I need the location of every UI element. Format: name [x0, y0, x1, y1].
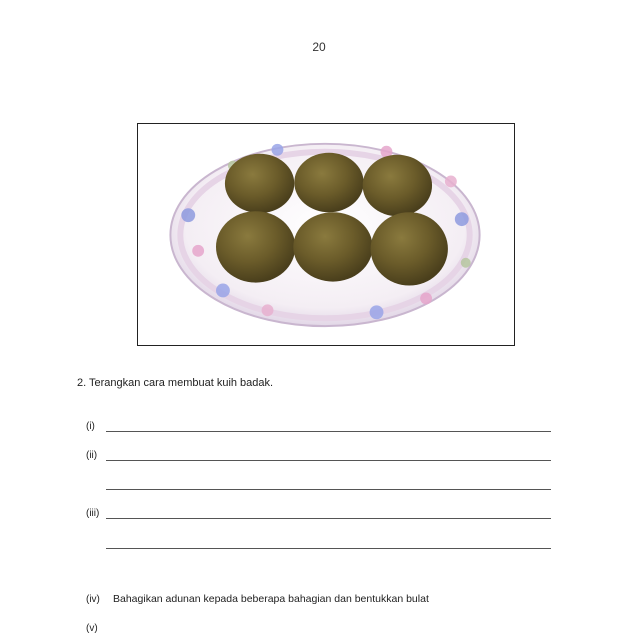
answer-text: Bahagikan adunan kepada beberapa bahagian dan bentukkan bulat — [113, 593, 429, 605]
answer-label: (v) — [86, 623, 98, 634]
kuih-badak — [216, 211, 295, 282]
kuih-badak — [293, 212, 372, 281]
answer-row-ii — [86, 445, 551, 461]
answer-label: (i) — [86, 421, 95, 432]
answer-row-iv — [86, 589, 551, 605]
kuih-badak — [371, 212, 448, 285]
answer-line[interactable] — [106, 548, 551, 549]
kuih-badak — [225, 154, 294, 213]
answer-line[interactable] — [106, 431, 551, 432]
kuih-badak — [363, 155, 432, 216]
answer-row-ii-continued — [86, 474, 551, 490]
answer-label: (iii) — [86, 508, 100, 519]
answer-line[interactable] — [106, 518, 551, 519]
answer-label: (iv) — [86, 594, 100, 605]
answer-row-iii-continued — [86, 533, 551, 549]
answer-row-i — [86, 416, 551, 432]
kuih-badak-photo — [137, 123, 515, 346]
answer-line[interactable] — [106, 460, 551, 461]
plate-illustration — [138, 124, 514, 345]
answer-row-v — [86, 618, 551, 634]
question-2: 2. Terangkan cara membuat kuih badak. — [77, 377, 274, 389]
kuih-badak — [294, 153, 363, 212]
answer-label: (ii) — [86, 450, 98, 461]
answer-line[interactable] — [106, 489, 551, 490]
answer-row-iii — [86, 503, 551, 519]
page-number: 20 — [312, 40, 326, 54]
